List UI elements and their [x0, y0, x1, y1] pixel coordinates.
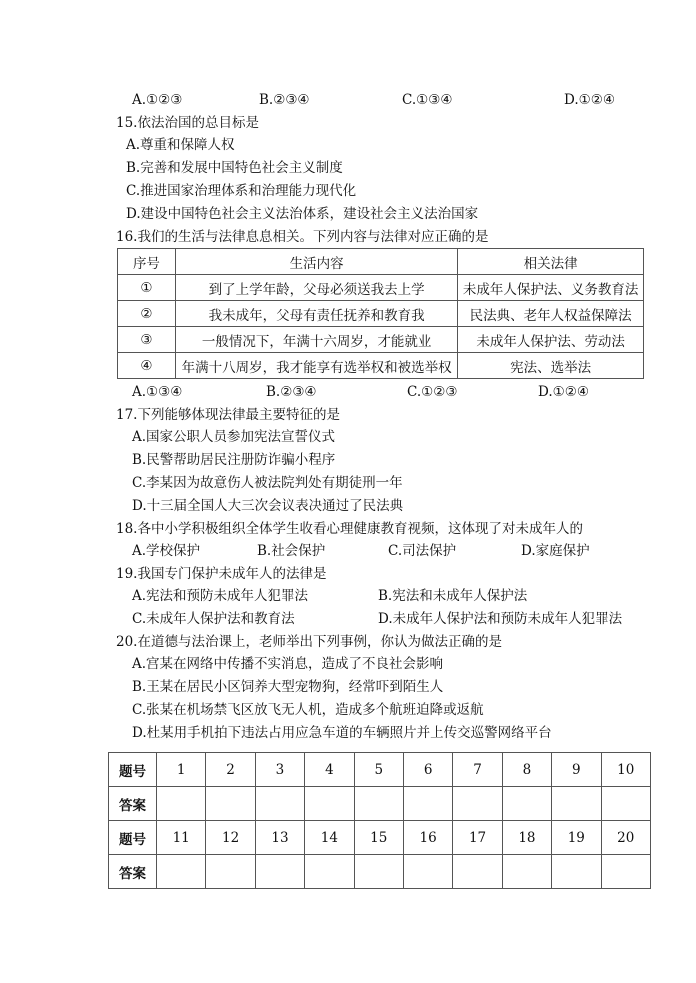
question-number: 5: [354, 753, 403, 787]
answer-cell[interactable]: [255, 787, 304, 821]
answer-label: 答案: [109, 787, 157, 821]
answer-table: [108, 752, 651, 889]
q18-option-a: A.学校保护: [132, 543, 201, 559]
answer-cell[interactable]: [157, 787, 206, 821]
question-number: 2: [206, 753, 255, 787]
answer-cell[interactable]: [354, 787, 403, 821]
q17-option-a: A.国家公职人员参加宪法宣誓仪式: [132, 429, 336, 445]
answer-cell[interactable]: [502, 787, 551, 821]
q16-cell-content: 我未成年，父母有责任抚养和教育我: [175, 301, 457, 327]
q16-cell-content: 年满十八周岁，我才能享有选举权和被选举权: [175, 353, 457, 379]
q16-cell-law: 未成年人保护法、义务教育法: [458, 275, 644, 301]
question-number: 18: [502, 821, 551, 855]
answer-cell[interactable]: [157, 855, 206, 889]
q16-cell-no: ③: [118, 327, 176, 353]
answer-cell[interactable]: [601, 855, 650, 889]
question-number: 16: [403, 821, 452, 855]
q16-row: [118, 353, 644, 379]
q15-option-a: A.尊重和保障人权: [126, 137, 235, 153]
question-number: 15: [354, 821, 403, 855]
answer-cell[interactable]: [552, 787, 601, 821]
question-number: 4: [305, 753, 354, 787]
q14-option-b: B.②③④: [259, 92, 310, 108]
question-number: 11: [157, 821, 206, 855]
answer-cell[interactable]: [403, 787, 452, 821]
q17-stem: 17.下列能够体现法律最主要特征的是: [116, 407, 340, 423]
answer-cell[interactable]: [206, 787, 255, 821]
q16-cell-law: 民法典、老年人权益保障法: [458, 301, 644, 327]
answer-cell[interactable]: [354, 855, 403, 889]
q15-option-d: D.建设中国特色社会主义法治体系，建设社会主义法治国家: [126, 206, 479, 222]
q15-option-c: C.推进国家治理体系和治理能力现代化: [126, 183, 357, 199]
q16-option-c: C.①②③: [407, 384, 458, 400]
question-number: 17: [453, 821, 502, 855]
q16-row: [118, 275, 644, 301]
q14-option-a: A.①②③: [132, 92, 183, 108]
q18-option-b: B.社会保护: [257, 543, 326, 559]
q16-cell-law: 未成年人保护法、劳动法: [458, 327, 644, 353]
answer-row: [109, 855, 651, 889]
answer-number-row: [109, 821, 651, 855]
q16-option-b: B.②③④: [266, 384, 317, 400]
answer-cell[interactable]: [305, 787, 354, 821]
answer-cell[interactable]: [206, 855, 255, 889]
q16-stem: 16.我们的生活与法律息息相关。下列内容与法律对应正确的是: [116, 229, 489, 245]
q16-header-row: [118, 249, 644, 275]
q14-option-d: D.①②④: [564, 92, 615, 108]
q16-header-content: 生活内容: [175, 249, 457, 275]
answer-number-row: [109, 753, 651, 787]
q18-option-d: D.家庭保护: [521, 543, 590, 559]
q19-option-c: C.未成年人保护法和教育法: [132, 611, 295, 627]
q16-header-law: 相关法律: [458, 249, 644, 275]
q20-option-d: D.杜某用手机拍下违法占用应急车道的车辆照片并上传交巡警网络平台: [132, 725, 552, 741]
q16-option-a: A.①③④: [132, 384, 183, 400]
question-number: 20: [601, 821, 650, 855]
question-number: 9: [552, 753, 601, 787]
number-label: 题号: [109, 753, 157, 787]
question-number: 7: [453, 753, 502, 787]
answer-cell[interactable]: [453, 787, 502, 821]
q19-option-b: B.宪法和未成年人保护法: [378, 588, 528, 604]
question-number: 8: [502, 753, 551, 787]
question-number: 1: [157, 753, 206, 787]
q16-cell-no: ②: [118, 301, 176, 327]
number-label: 题号: [109, 821, 157, 855]
answer-row: [109, 787, 651, 821]
q16-option-d: D.①②④: [538, 384, 589, 400]
q20-option-c: C.张某在机场禁飞区放飞无人机，造成多个航班迫降或返航: [132, 702, 484, 718]
q17-option-b: B.民警帮助居民注册防诈骗小程序: [132, 452, 336, 468]
q16-cell-content: 一般情况下，年满十六周岁，才能就业: [175, 327, 457, 353]
answer-cell[interactable]: [255, 855, 304, 889]
question-number: 10: [601, 753, 650, 787]
q16-cell-no: ①: [118, 275, 176, 301]
q15-stem: 15.依法治国的总目标是: [116, 115, 259, 131]
question-number: 14: [305, 821, 354, 855]
question-number: 3: [255, 753, 304, 787]
answer-cell[interactable]: [552, 855, 601, 889]
q18-stem: 18.各中小学积极组织全体学生收看心理健康教育视频，这体现了对未成年人的: [116, 521, 583, 537]
q16-cell-content: 到了上学年龄，父母必须送我去上学: [175, 275, 457, 301]
q20-option-b: B.王某在居民小区饲养大型宠物狗，经常吓到陌生人: [132, 679, 444, 695]
q17-option-d: D.十三届全国人大三次会议表决通过了民法典: [132, 498, 404, 514]
q16-table: [117, 248, 644, 379]
question-number: 12: [206, 821, 255, 855]
q19-option-d: D.未成年人保护法和预防未成年人犯罪法: [378, 611, 623, 627]
question-number: 6: [403, 753, 452, 787]
q20-stem: 20.在道德与法治课上，老师举出下列事例，你认为做法正确的是: [116, 634, 502, 650]
answer-label: 答案: [109, 855, 157, 889]
q15-option-b: B.完善和发展中国特色社会主义制度: [126, 160, 343, 176]
answer-cell[interactable]: [453, 855, 502, 889]
question-number: 19: [552, 821, 601, 855]
q19-stem: 19.我国专门保护未成年人的法律是: [116, 566, 327, 582]
answer-cell[interactable]: [601, 787, 650, 821]
q16-cell-no: ④: [118, 353, 176, 379]
answer-cell[interactable]: [502, 855, 551, 889]
q20-option-a: A.宫某在网络中传播不实消息，造成了不良社会影响: [132, 656, 444, 672]
q16-row: [118, 301, 644, 327]
q14-option-c: C.①③④: [402, 92, 453, 108]
question-number: 13: [255, 821, 304, 855]
q18-option-c: C.司法保护: [388, 543, 457, 559]
q16-cell-law: 宪法、选举法: [458, 353, 644, 379]
q16-header-no: 序号: [118, 249, 176, 275]
answer-cell[interactable]: [403, 855, 452, 889]
q19-option-a: A.宪法和预防未成年人犯罪法: [132, 588, 309, 604]
q16-row: [118, 327, 644, 353]
answer-cell[interactable]: [305, 855, 354, 889]
q17-option-c: C.李某因为故意伤人被法院判处有期徒刑一年: [132, 475, 403, 491]
